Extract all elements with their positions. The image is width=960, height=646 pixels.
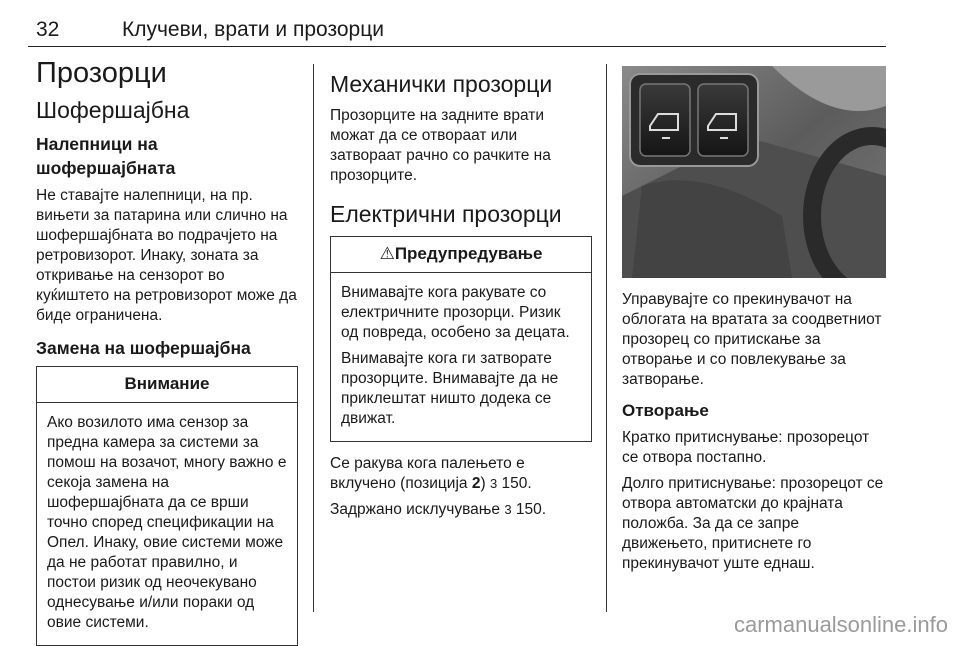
paragraph-mechanical: Прозорците на задните врати можат да се отвораат или затвораат рачно со рачките на прозорците. xyxy=(330,107,551,184)
column-2 xyxy=(330,70,592,526)
warning-text-1: Внимавајте кога ракувате со електричните прозорци. Ризик од повреда, особено за децата. xyxy=(341,284,570,341)
paragraph-short-press: Кратко притиснување: прозорецот се отвора постапно. xyxy=(622,429,870,466)
paragraph-stickers: Не ставајте налепници, на пр. вињети за патарина или слично на шофершајбната во подрачјето на ретровизорот. Инаку, зоната за откривање на сензорот во куќиштето на ретровизорот може да биде ограничена. xyxy=(36,187,297,324)
window-switch-photo xyxy=(622,66,886,278)
column-divider-2 xyxy=(606,64,607,612)
page-number: 32 xyxy=(36,18,60,41)
notice-text: Ако возилото има сензор за предна камера за системи за помош на возачот, многу важно е секоја замена на шофершајбната да се врши точно според спецификации на Опел. Инаку, овие системи може да не работат правилно, и постои ризик од неочекувано однесување и/или пораки од овие системи. xyxy=(47,414,287,631)
watermark: carmanualsonline.info xyxy=(733,612,948,637)
page-ref-arrow-icon: 3 xyxy=(489,476,498,491)
warning-title-row xyxy=(331,237,591,273)
column-divider-1 xyxy=(313,64,314,612)
heading-electric-windows: Електрични прозорци xyxy=(330,201,562,227)
warning-box xyxy=(330,236,592,442)
ignition-position: 2 xyxy=(471,475,481,492)
paragraph-ignition xyxy=(330,454,592,494)
warning-icon: ⚠ xyxy=(379,244,395,263)
subsection-title: Шофершајбна xyxy=(36,97,190,123)
page-ref-link[interactable]: 150. xyxy=(515,501,547,518)
ignition-text: Се ракува кога палењето е вклучено (позиција xyxy=(330,455,525,492)
warning-text-2: Внимавајте кога ги затворате прозорците. Внимавајте да не приклештат ништо додека се движат. xyxy=(341,350,559,427)
section-title: Прозорци xyxy=(36,57,167,89)
window-switch-illustration xyxy=(622,66,886,278)
retained-power-text: Задржано исклучување xyxy=(330,501,505,518)
photo-caption: Управувајте со прекинувачот на облогата на вратата за соодветниот прозорец со притискање за отворање и со повлекување за затворање. xyxy=(622,291,882,388)
chapter-title: Клучеви, врати и прозорци xyxy=(122,18,384,41)
paragraph-long-press: Долго притиснување: прозорецот се отвора автоматски до крајната положба. За да се запре движењето, притиснете го прекинувачот уште еднаш. xyxy=(622,475,884,572)
heading-replacement: Замена на шофершајбна xyxy=(36,338,251,358)
notice-box xyxy=(36,366,298,646)
heading-opening: Отворање xyxy=(622,401,709,420)
paragraph-retained-power xyxy=(330,500,592,520)
column-1 xyxy=(36,56,298,646)
page-ref-link[interactable]: 150. xyxy=(501,475,532,492)
page-ref-arrow-icon: 3 xyxy=(504,502,512,517)
heading-stickers: Налепници на шофершајбната xyxy=(36,134,176,178)
notice-title: Внимание xyxy=(37,367,297,403)
warning-title: Предупредување xyxy=(394,244,543,263)
ignition-text-end: ) xyxy=(480,475,490,492)
page-header xyxy=(28,12,886,47)
heading-mechanical-windows: Механички прозорци xyxy=(330,71,553,97)
column-3 xyxy=(622,66,886,580)
